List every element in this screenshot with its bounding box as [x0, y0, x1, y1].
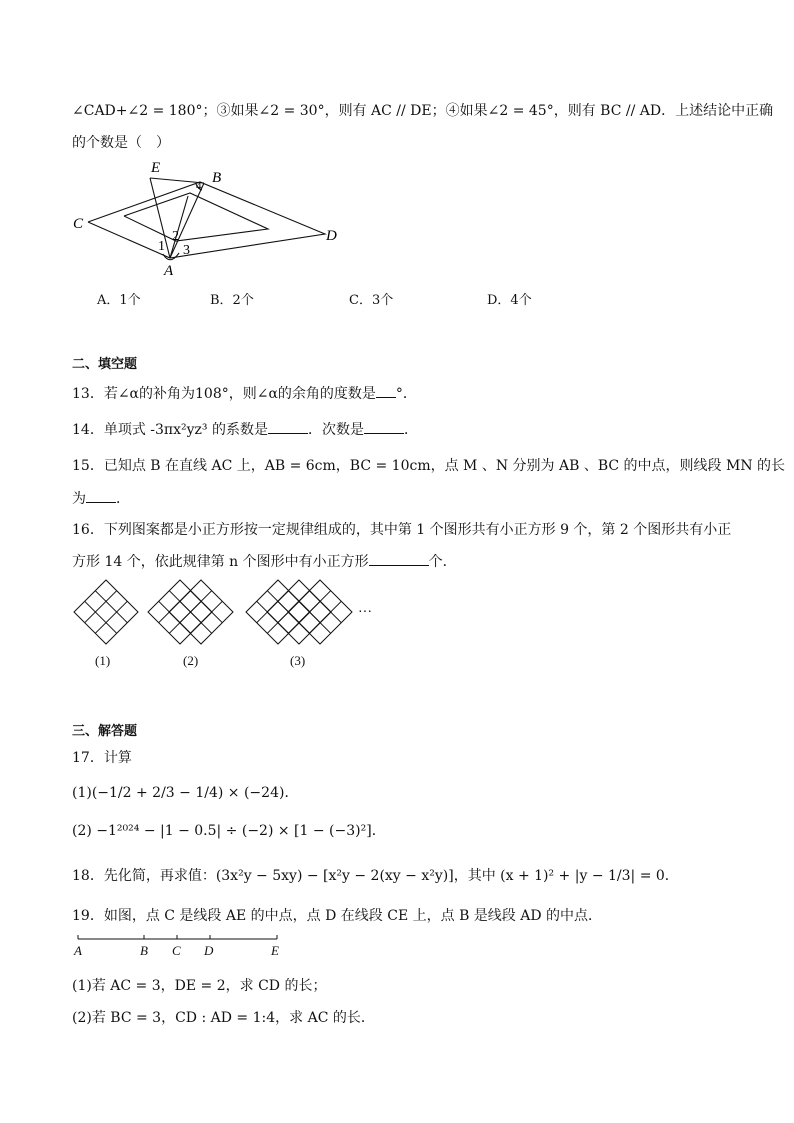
q16-line1: 16．下列图案都是小正方形按一定规律组成的，其中第 1 个图形共有小正方形 9 个，第 2 个图形共有小正 — [72, 522, 732, 538]
q15-line1: 15．已知点 B 在直线 AC 上，AB = 6cm，BC = 10cm，点 M 、N 分别为 AB 、BC 的中点，则线段 MN 的长 — [72, 458, 786, 474]
point-label-a: A — [74, 943, 82, 958]
pattern-caption-2: (2) — [183, 653, 199, 668]
q14-text: 14．单项式 -3πx²yz³ 的系数是 — [72, 422, 268, 438]
point-label-e: E — [271, 943, 279, 958]
label-A: A — [164, 263, 174, 279]
q16-line2 — [72, 551, 457, 572]
q14-mid: ．次数是 — [307, 422, 364, 438]
label-4: 4 — [196, 180, 202, 192]
q14-blank-1 — [268, 419, 308, 434]
label-1: 1 — [158, 239, 165, 254]
q12-option-d: D．4个 — [487, 293, 532, 308]
pattern-ellipsis: ··· — [358, 605, 372, 620]
q12-option-a: A．1个 — [97, 293, 141, 308]
q17-title: 17．计算 — [72, 750, 132, 766]
q14-blank-2 — [364, 419, 404, 434]
q12-option-b: B．2个 — [210, 293, 254, 308]
q15-prefix: 为 — [72, 491, 86, 507]
outer-quad — [88, 182, 325, 258]
q17-part2: (2) −1²⁰²⁴ − |1 − 0.5| ÷ (−2) × [1 − (−3)²]． — [72, 823, 386, 839]
q14 — [72, 419, 418, 440]
q17-part1: (1)(−1/2 + 2/3 − 1/4) × (−24)． — [72, 785, 299, 801]
q15-line2 — [72, 488, 130, 509]
point-label-b: B — [140, 943, 148, 958]
q18: 18．先化简，再求值：(3x²y − 5xy) − [x²y − 2(xy − x²y)]，其中 (x + 1)² + |y − 1/3| = 0． — [72, 868, 679, 884]
section-2-heading: 二、填空题 — [72, 357, 138, 372]
q16-prefix: 方形 14 个，依此规律第 n 个图形中有小正方形 — [72, 554, 369, 570]
pattern-caption-1: (1) — [95, 653, 111, 668]
pattern-caption-3: (3) — [290, 653, 306, 668]
label-B: B — [212, 170, 222, 186]
q13-blank — [376, 383, 396, 398]
label-2: 2 — [172, 229, 179, 244]
q16-tail: 个． — [428, 554, 457, 570]
section-3-heading: 三、解答题 — [72, 724, 138, 739]
q19-part1: (1)若 AC = 3，DE = 2，求 CD 的长； — [72, 978, 327, 994]
q14-tail: ． — [403, 422, 418, 438]
q15-blank — [86, 488, 116, 503]
point-label-d: D — [204, 943, 214, 958]
label-D: D — [326, 228, 337, 244]
q13-text: 13．若∠α的补角为108°，则∠α的余角的度数是 — [72, 386, 376, 402]
q12-line1: ∠CAD+∠2 = 180°；③如果∠2 = 30°，则有 AC // DE；④如果∠2 = 45°，则有 BC // AD．上述结论中正确 — [72, 103, 774, 119]
q12-option-c: C．3个 — [349, 293, 394, 308]
label-C: C — [73, 216, 84, 232]
label-E: E — [151, 160, 161, 176]
label-3: 3 — [183, 243, 190, 258]
q13 — [72, 383, 417, 404]
q16-blank — [369, 551, 429, 566]
q15-tail: ． — [116, 491, 130, 507]
q19-stem: 19．如图，点 C 是线段 AE 的中点，点 D 在线段 CE 上，点 B 是线段 AD 的中点． — [72, 908, 603, 924]
q19-part2: (2)若 BC = 3，CD : AD = 1:4，求 AC 的长． — [72, 1010, 375, 1026]
point-label-c: C — [172, 943, 181, 958]
q13-tail: °． — [395, 386, 417, 402]
q12-line2: 的个数是（ ） — [72, 135, 170, 151]
